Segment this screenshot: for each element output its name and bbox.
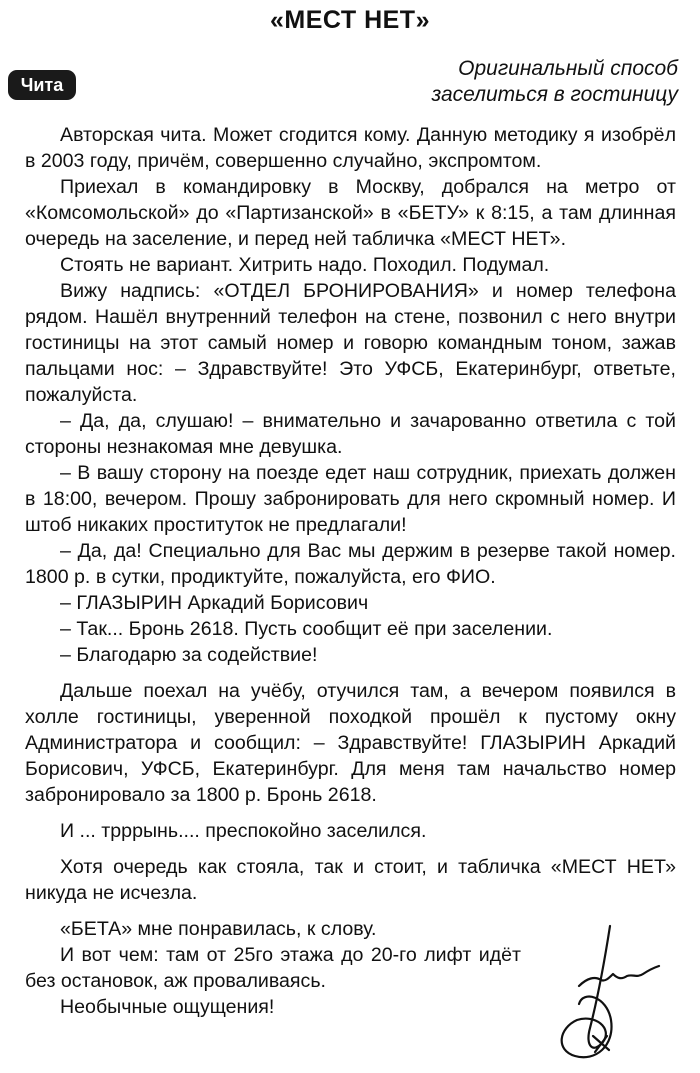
paragraph: «БЕТА» мне понравилась, к слову. xyxy=(60,918,377,940)
paragraph: – Да, да! Специально для Вас мы держим в резерве такой номер. 1800 р. в сутки, продиктуйте, пожалуйста, его ФИО. xyxy=(25,540,676,588)
paragraph: – В вашу сторону на поезде едет наш сотрудник, приехать должен в 18:00, вечером. Прошу забронировать для него скромный номер. И штоб никаких проституток не предлагали! xyxy=(25,462,676,536)
paragraph: Авторская чита. Может сгодится кому. Данную методику я изобрёл в 2003 году, причём, совершенно случайно, экспромтом. xyxy=(25,124,676,172)
paragraph: – Да, да, слушаю! – внимательно и зачарованно ответила с той стороны незнакомая мне девушка. xyxy=(25,410,676,458)
paragraph: Вижу надпись: «ОТДЕЛ БРОНИРОВАНИЯ» и номер телефона рядом. Нашёл внутренний телефон на стене, позвонил с него внутри гостиницы на этот самый номер и говорю командным тоном, зажав пальцами нос: – Здравствуйте! Это УФСБ, Екатеринбург, ответьте, пожалуйста. xyxy=(25,280,676,406)
paragraph: Хотя очередь как стояла, так и стоит, и табличка «МЕСТ НЕТ» никуда не исчезла. xyxy=(25,856,676,904)
paragraph: Дальше поехал на учёбу, отучился там, а вечером появился в холле гостиницы, уверенной походкой прошёл к пустому окну Администратора и сообщил: – Здравствуйте! ГЛАЗЫРИН Аркадий Борисович, УФСБ, Екатеринбург. Для меня там начальство номер забронировало за 1800 р. Бронь 2618. xyxy=(25,680,676,806)
paragraph: Необычные ощущения! xyxy=(60,996,275,1018)
article-body xyxy=(25,122,676,1020)
paragraph: Приехал в командировку в Москву, добрался на метро от «Комсомольской» до «Партизанской» в «БЕТУ» к 8:15, а там длинная очередь на заселение, и перед ней табличка «МЕСТ НЕТ». xyxy=(25,176,676,250)
paragraph: И вот чем: там от 25го этажа до 20-го лифт идёт без остановок, аж проваливаясь. xyxy=(25,944,521,992)
paragraph: И ... трррынь.... преспокойно заселился. xyxy=(60,820,427,842)
section-badge: Чита xyxy=(8,70,76,100)
author-signature xyxy=(535,918,685,1073)
paragraph: – ГЛАЗЫРИН Аркадий Борисович xyxy=(60,592,369,614)
paragraph: – Благодарю за содействие! xyxy=(60,644,318,666)
subtitle-line: Оригинальный способ xyxy=(458,57,678,80)
article-title: «МЕСТ НЕТ» xyxy=(270,6,430,34)
signature-mark xyxy=(535,918,685,1068)
article-subtitle xyxy=(218,56,678,108)
paragraph: Стоять не вариант. Хитрить надо. Походил. Подумал. xyxy=(60,254,550,276)
subtitle-line: заселиться в гостиницу xyxy=(431,83,678,106)
paragraph: – Так... Бронь 2618. Пусть сообщит её при заселении. xyxy=(60,618,553,640)
